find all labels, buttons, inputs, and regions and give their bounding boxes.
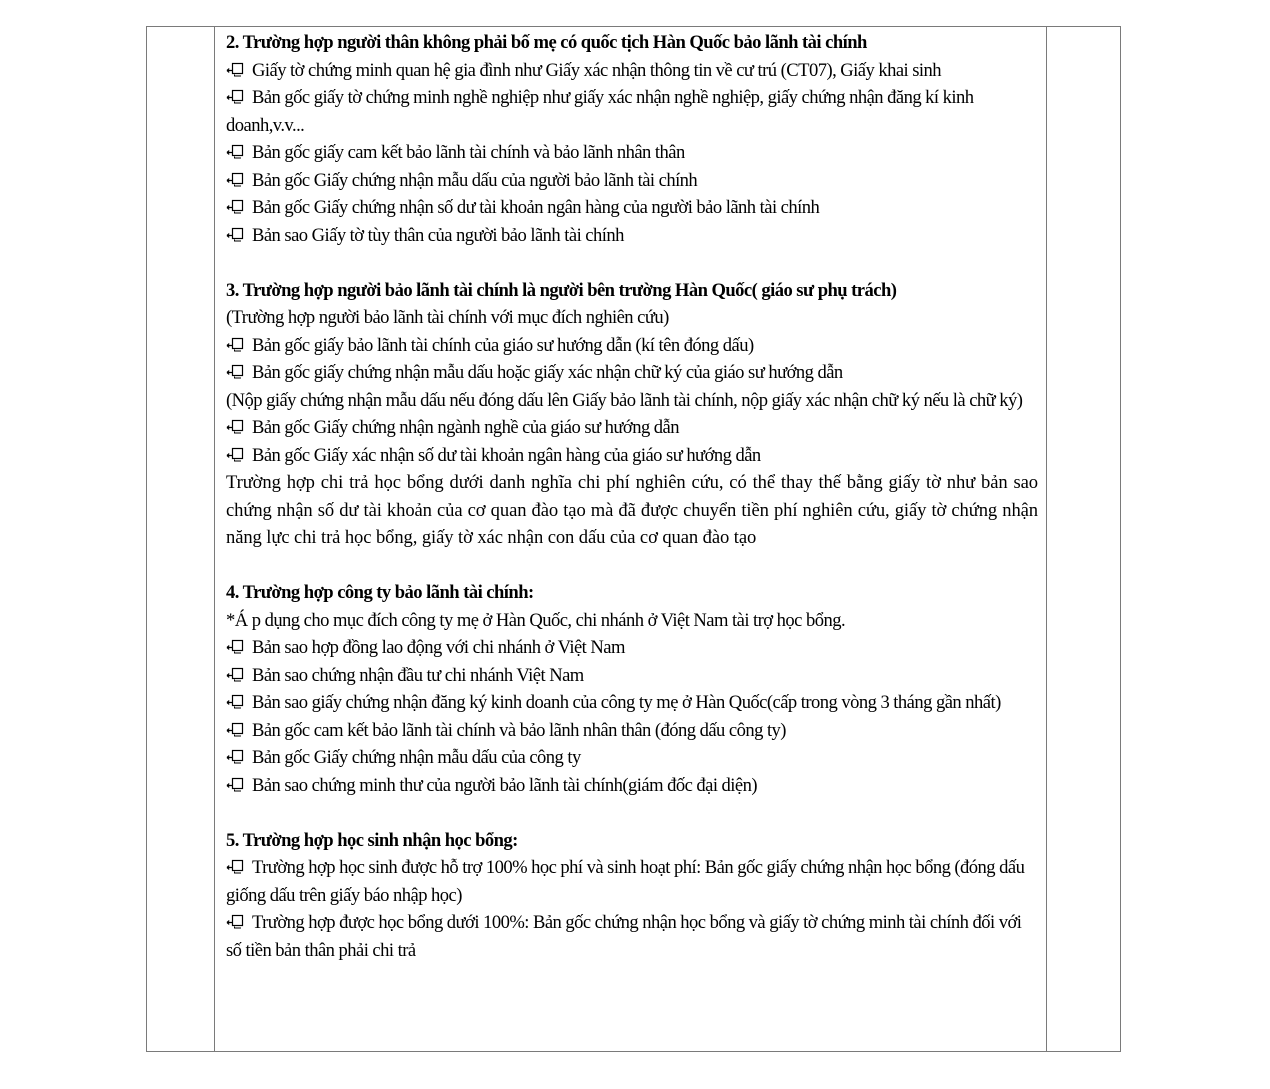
checkbox-icon <box>226 914 246 929</box>
list-item: Bản sao giấy chứng nhận đăng ký kinh doanh của công ty mẹ ở Hàn Quốc(cấp trong vòng 3 tháng gần nhất) <box>226 689 1038 717</box>
checkbox-icon <box>226 199 246 214</box>
list-item: Bản gốc giấy bảo lãnh tài chính của giáo sư hướng dẫn (kí tên đóng dấu) <box>226 332 1038 360</box>
checkbox-icon <box>226 749 246 764</box>
checkbox-icon <box>226 694 246 709</box>
section-3-note: (Nộp giấy chứng nhận mẫu dấu nếu đóng dấu lên Giấy bảo lãnh tài chính, nộp giấy xác nhận chữ ký nếu là chữ ký) <box>226 389 1023 411</box>
table-column-divider-left <box>214 27 215 1051</box>
section-3-subnote: (Trường hợp người bảo lãnh tài chính với mục đích nghiên cứu) <box>226 307 669 328</box>
list-item: Bản gốc giấy chứng nhận mẫu dấu hoặc giấy xác nhận chữ ký của giáo sư hướng dẫn <box>226 359 1038 387</box>
list-item: Bản gốc Giấy chứng nhận mẫu dấu của người bảo lãnh tài chính <box>226 167 1038 195</box>
list-item: Bản sao chứng minh thư của người bảo lãnh tài chính(giám đốc đại diện) <box>226 772 1038 800</box>
list-item: Bản gốc giấy tờ chứng minh nghề nghiệp như giấy xác nhận nghề nghiệp, giấy chứng nhận đăng kí kinh doanh,v.v... <box>226 87 974 136</box>
checkbox-icon <box>226 364 246 379</box>
list-item: Bản gốc Giấy xác nhận số dư tài khoản ngân hàng của giáo sư hướng dẫn <box>226 442 1038 470</box>
list-item: Bản gốc giấy cam kết bảo lãnh tài chính và bảo lãnh nhân thân <box>226 139 1038 167</box>
checkbox-icon <box>226 62 246 77</box>
checkbox-icon <box>226 447 246 462</box>
section-spacer <box>226 552 1038 580</box>
checkbox-icon <box>226 227 246 242</box>
list-item: Bản gốc Giấy chứng nhận ngành nghề của giáo sư hướng dẫn <box>226 414 1038 442</box>
checkbox-icon <box>226 777 246 792</box>
checkbox-icon <box>226 667 246 682</box>
checkbox-icon <box>226 172 246 187</box>
table-column-divider-right <box>1046 27 1047 1051</box>
list-item: Trường hợp học sinh được hỗ trợ 100% học phí và sinh hoạt phí: Bản gốc giấy chứng nhận học bổng (đóng dấu giống dấu trên giấy báo nhập học) <box>226 857 1025 906</box>
section-4-heading: 4. Trường hợp công ty bảo lãnh tài chính: <box>226 582 534 603</box>
list-item: Bản gốc Giấy chứng nhận mẫu dấu của công ty <box>226 744 1038 772</box>
list-item: Bản sao hợp đồng lao động với chi nhánh ở Việt Nam <box>226 634 1038 662</box>
list-item: Bản gốc Giấy chứng nhận số dư tài khoản ngân hàng của người bảo lãnh tài chính <box>226 194 1038 222</box>
list-item: Bản sao Giấy tờ tùy thân của người bảo lãnh tài chính <box>226 222 1038 250</box>
list-item: Trường hợp được học bổng dưới 100%: Bản gốc chứng nhận học bổng và giấy tờ chứng minh tài chính đối với số tiền bản thân phải chi trả <box>226 912 1022 961</box>
list-item: Bản sao chứng nhận đầu tư chi nhánh Việt Nam <box>226 662 1038 690</box>
section-4-note: *Á p dụng cho mục đích công ty mẹ ở Hàn Quốc, chi nhánh ở Việt Nam tài trợ học bổng. <box>226 609 846 631</box>
checkbox-icon <box>226 419 246 434</box>
checkbox-icon <box>226 859 246 874</box>
section-3-paragraph: Trường hợp chi trả học bổng dưới danh nghĩa chi phí nghiên cứu, có thể thay thế bằng giấy tờ như bản sao chứng nhận số dư tài khoản của cơ quan đào tạo mà đã được chuyển tiền phí nghiên cứu, giấy tờ chứng nhận năng lực chi trả học bổng, giấy tờ xác nhận con dấu của cơ quan đào tạo <box>226 472 1038 548</box>
checkbox-icon <box>226 722 246 737</box>
document-content <box>226 29 1038 964</box>
section-2-heading: 2. Trường hợp người thân không phải bố mẹ có quốc tịch Hàn Quốc bảo lãnh tài chính <box>226 32 867 53</box>
checkbox-icon <box>226 144 246 159</box>
section-spacer <box>226 249 1038 277</box>
section-5-heading: 5. Trường hợp học sinh nhận học bổng: <box>226 829 518 851</box>
list-item: Bản gốc cam kết bảo lãnh tài chính và bảo lãnh nhân thân (đóng dấu công ty) <box>226 717 1038 745</box>
checkbox-icon <box>226 639 246 654</box>
checkbox-icon <box>226 337 246 352</box>
section-3-heading: 3. Trường hợp người bảo lãnh tài chính là người bên trường Hàn Quốc( giáo sư phụ trách) <box>226 279 897 301</box>
section-spacer <box>226 799 1038 827</box>
checkbox-icon <box>226 89 246 104</box>
list-item: Giấy tờ chứng minh quan hệ gia đình như Giấy xác nhận thông tin về cư trú (CT07), Giấy khai sinh <box>226 57 1038 85</box>
